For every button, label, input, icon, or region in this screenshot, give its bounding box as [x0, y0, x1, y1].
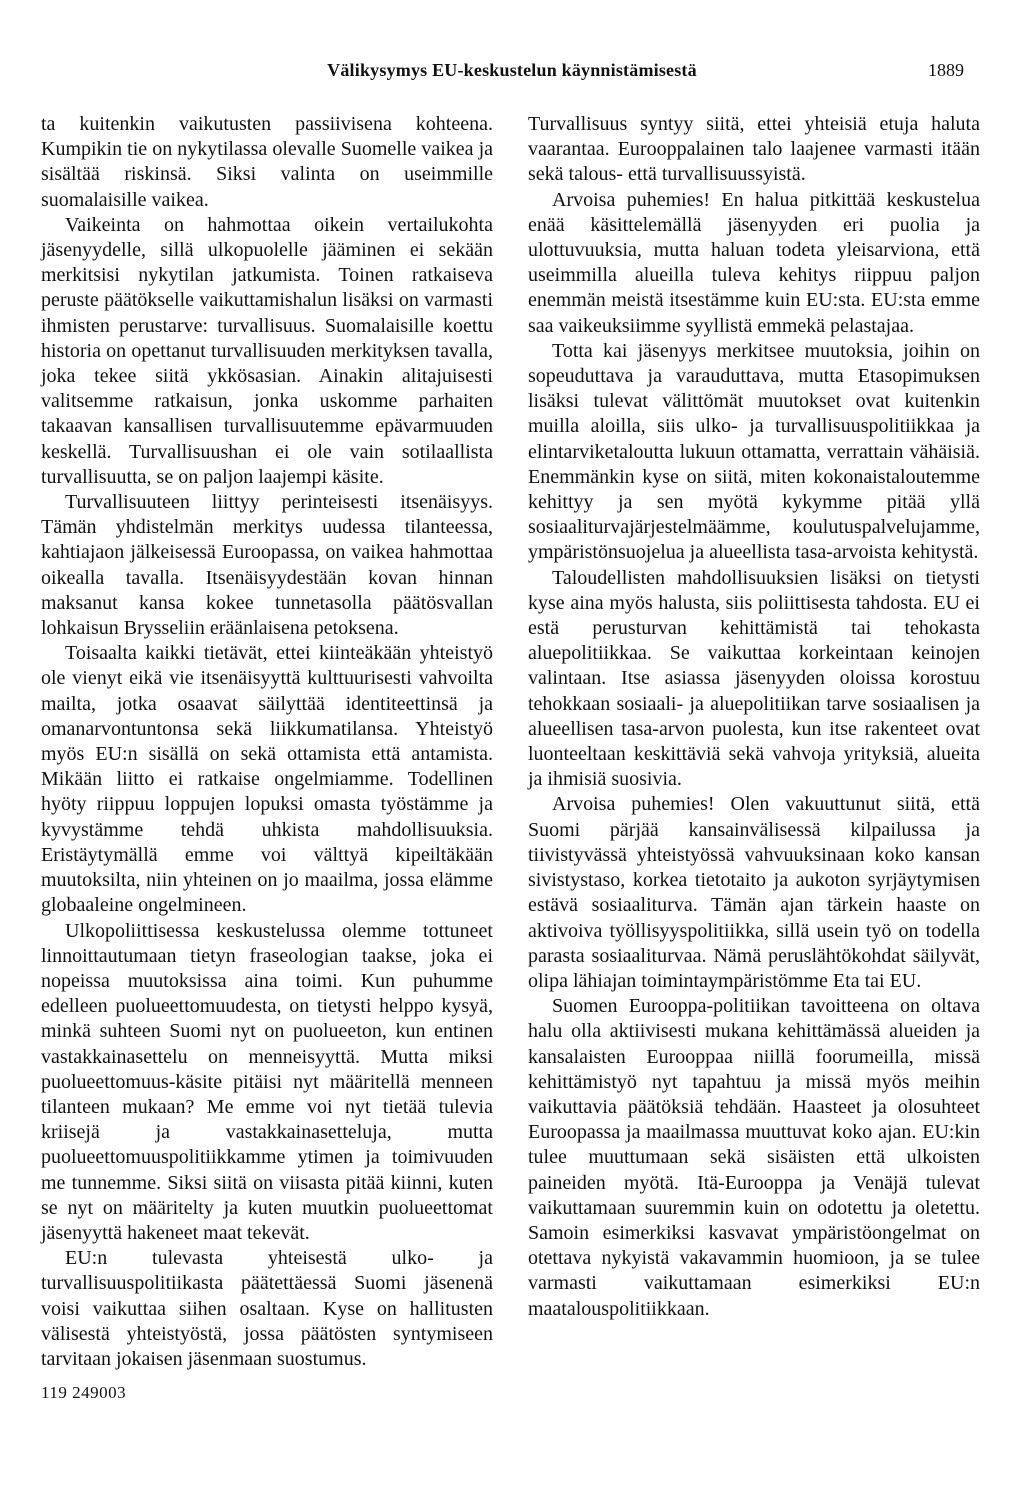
right-paragraph-4: Taloudellisten mahdollisuuksien lisäksi on tietysti kyse aina myös halusta, siis poliittisesta tahdosta. EU ei estä perusturvan kehittämistä tai tehokasta aluepolitiikkaa. Se vaikuttaa korkeintaan keinojen valintaan. Itse asiassa jäsenyyden oloissa korostuu tehokkaan sosiaali- ja aluepolitiikan tarve sosiaalisen ja alueellisen tasa-arvon puolesta, kun itse rakenteet ovat luonteeltaan keskittäviä sekä vahvoja yrityksiä, alueita ja ihmisiä suosivia. — [528, 566, 980, 791]
left-paragraph-4: Toisaalta kaikki tietävät, ettei kiinteäkään yhteistyö ole vienyt eikä vie itsenäisyyttä kulttuurisesti vahvoilta mailta, jotka osaavat säilyttää identiteettinsä ja omanarvontuntonsa sekä liikkumatilansa. Yhteistyö myös EU:n sisällä on sekä ottamista että antamista. Mikään liitto ei ratkaise ongelmiamme. Todellinen hyöty riippuu loppujen lopuksi omasta työstämme ja kyvystämme tehdä uhkista mahdollisuuksia. Eristäytymällä emme voi välttyä kipeiltäkään muutoksilta, niin yhteinen on jo maailma, jossa elämme globaaleine ongelmineen. — [41, 642, 493, 917]
running-header-title: Välikysymys EU-keskustelun käynnistämisestä — [327, 60, 697, 80]
right-paragraph-1: Turvallisuus syntyy siitä, ettei yhteisiä etuja haluta vaarantaa. Eurooppalainen talo laajenee varmasti itään sekä talous- että turvallisuussyistä. — [528, 113, 980, 186]
right-paragraph-6: Suomen Eurooppa-politiikan tavoitteena on oltava halu olla aktiivisesti mukana kehittämässä alueiden ja kansalaisten Eurooppaa niillä foorumeilla, missä kehittämistyö nyt tapahtuu ja missä myös meihin vaikuttavia päätöksiä tehdään. Haasteet ja olosuhteet Euroopassa ja maailmassa muuttuvat koko ajan. EU:kin tulee muuttumaan sekä sisäisten että ulkoisten paineiden myötä. Itä-Eurooppa ja Venäjä tulevat vaikuttamaan suuremmin kuin on odotettu ja oletettu. Samoin esimerkiksi kasvavat ympäristöongelmat on otettava nykyistä vakavammin huomioon, ja se tulee varmasti vaikuttamaan esimerkiksi EU:n maatalouspolitiikkaan. — [528, 995, 980, 1320]
left-paragraph-3: Turvallisuuteen liittyy perinteisesti itsenäisyys. Tämän yhdistelmän merkitys uudessa tilanteessa, kahtiajaon jälkeisessä Euroopassa, on vaikea hahmottaa oikealla tavalla. Itsenäisyydestään kovan hinnan maksanut kansa kokee tunnetasolla päätösvallan lohkaisun Brysseliin eräänlaisena petoksena. — [41, 491, 493, 640]
right-paragraph-2: Arvoisa puhemies! En halua pitkittää keskustelua enää käsittelemällä jäsenyyden eri puolia ja ulottuvuuksia, mutta haluan todeta yleisarviona, että useimmilla alueilla tuleva kehitys riippuu paljon enemmän meistä itsestämme kuin EU:sta. EU:sta emme saa vaikeuksiimme syyllistä emmekä pelastajaa. — [528, 188, 980, 337]
left-paragraph-2: Vaikeinta on hahmottaa oikein vertailukohta jäsenyydelle, sillä ulkopuolelle jääminen ei sekään merkitsisi nykytilan jatkumista. Toinen ratkaiseva peruste päätökselle vaikuttamishalun lisäksi on varmasti ihmisten perustarve: turvallisuus. Suomalaisille koettu historia on opettanut turvallisuuden merkityksen tavalla, joka tekee siitä ykkösasian. Ainakin alitajuisesti valitsemme ratkaisun, jonka uskomme parhaiten takaavan kansallisen turvallisuutemme epävarmuuden keskellä. Turvallisuushan ei ole vain sotilaallista turvallisuutta, se on paljon laajempi käsite. — [41, 213, 493, 488]
left-paragraph-5: Ulkopoliittisessa keskustelussa olemme tottuneet linnoittautumaan tietyn fraseologian taakse, joka ei nopeissa muutoksissa aina toimi. Kun puhumme edelleen puolueettomuudesta, on tietysti helppo kysyä, minkä suhteen Suomi nyt on puolueeton, kun entinen vastakkainasettelu on menneisyyttä. Mutta miksi puolueettomuus-käsite pitäisi nyt määritellä menneen tilanteen mukaan? Me emme voi nyt tietää tulevia kriisejä ja vastakkainasetteluja, mutta puolueettomuuspolitiikkamme ytimen ja toimivuuden me tunnemme. Siksi siitä on viisasta pitää kiinni, kuten se nyt on määritelty ja kuten muutkin puolueettomat jäsenyyttä hakeneet maat tekevät. — [41, 919, 493, 1244]
right-paragraph-5: Arvoisa puhemies! Olen vakuuttunut siitä, että Suomi pärjää kansainvälisessä kilpailussa ja tiivistyvässä yhteistyössä vahvuuksinaan koko kansan sivistystaso, korkea tietotaito ja aukoton syrjäytymisen estävä sosiaaliturva. Tämän ajan tärkein haaste on aktivoiva työllisyyspolitiikka, sillä usein työ on todella parasta sosiaaliturvaa. Nämä peruslähtökohdat säilyvät, olipa lähiajan toimintaympäristömme Eta tai EU. — [528, 793, 980, 992]
left-paragraph-6: EU:n tulevasta yhteisestä ulko- ja turvallisuuspolitiikasta päätettäessä Suomi jäsenenä voisi vaikuttaa siihen osaltaan. Kyse on hallitusten välisestä yhteistyöstä, jossa päätösten syntymiseen tarvitaan jokaisen jäsenmaan suostumus. — [41, 1247, 493, 1370]
right-paragraph-3: Totta kai jäsenyys merkitsee muutoksia, joihin on sopeuduttava ja varauduttava, mutta Etasopimuksen lisäksi tulevat välittömät muutokset ovat kuitenkin muilla aloilla, siis ulko- ja turvallisuuspolitiikkaa ja elintarviketaloutta lukuun ottamatta, verrattain vähäisiä. Enemmänkin kyse on siitä, miten kokonaistaloutemme kehittyy ja sen myötä kykymme pitää yllä sosiaaliturvajärjestelmäämme, koulutuspalvelujamme, ympäristönsuojelua ja alueellista tasa-arvoista kehitystä. — [528, 339, 980, 564]
footer-print-code: 119 249003 — [41, 1383, 127, 1402]
left-column — [41, 112, 493, 1372]
page-number: 1889 — [928, 60, 964, 80]
right-column — [528, 112, 980, 1322]
left-paragraph-1: ta kuitenkin vaikutusten passiivisena kohteena. Kumpikin tie on nykytilassa olevalle Suomelle vaikea ja sisältää riskinsä. Siksi valinta on useimmille suomalaisille vaikea. — [41, 113, 493, 211]
